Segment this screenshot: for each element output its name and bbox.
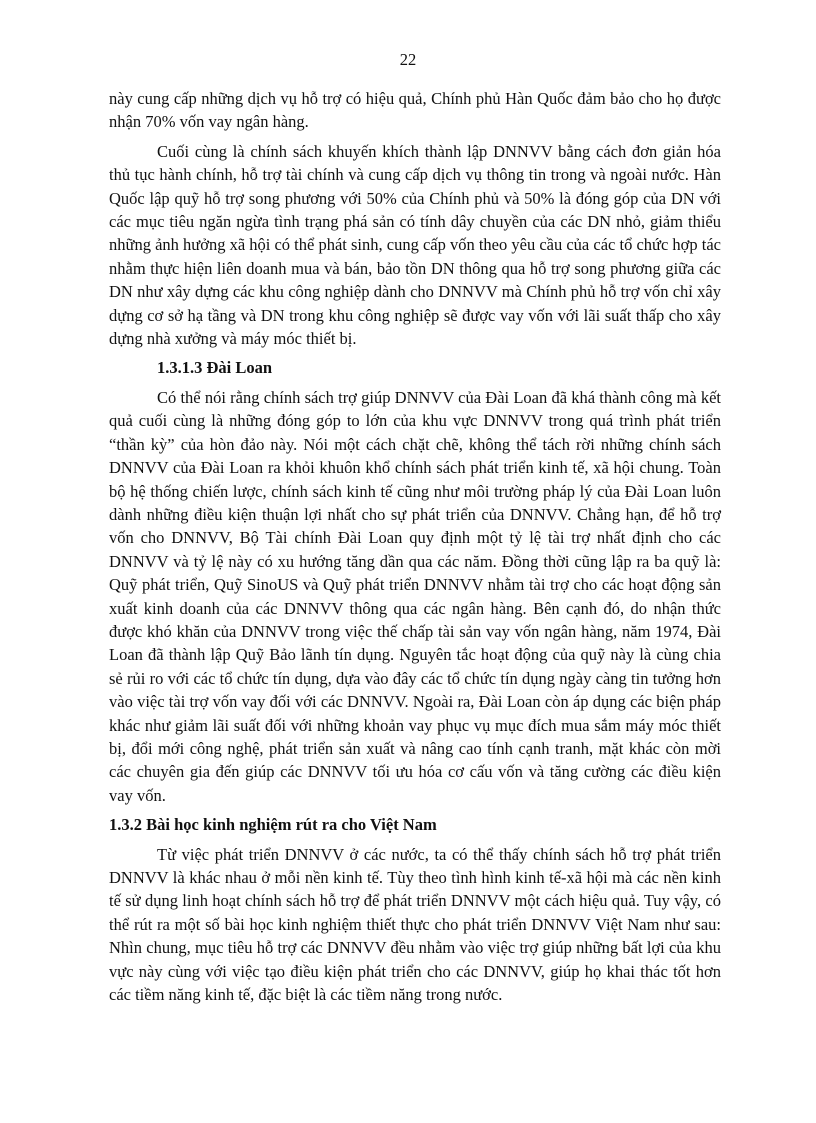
heading-taiwan: 1.3.1.3 Đài Loan bbox=[157, 358, 273, 378]
paragraph-korea-policy: Cuối cùng là chính sách khuyến khích thành lập DNNVV bằng cách đơn giản hóa thủ tục hành chính, hỗ trợ tài chính và cung cấp dịch vụ thông tin trong và ngoài nước. Hàn Quốc lập quỹ hỗ trợ song phương với 50% của Chính phủ và 50% là đóng góp của DN với các mục tiêu ngăn ngừa tình trạng phá sản có tính dây chuyền của các DN nhỏ, giảm thiểu những ảnh hưởng xã hội có thể phát sinh, cung cấp vốn theo yêu cầu của các tổ chức hợp tác nhằm thực hiện liên doanh mua và bán, bảo tồn DN thông qua hỗ trợ song phương giữa các DN như xây dựng các khu công nghiệp dành cho DNNVV mà Chính phủ hỗ trợ vốn chỉ xây dựng cơ sở hạ tầng và DN trong khu công nghiệp sẽ được vay vốn với lãi suất thấp cho xây dựng nhà xưởng và máy móc thiết bị. bbox=[109, 141, 721, 349]
paragraph-lessons: Từ việc phát triển DNNVV ở các nước, ta có thể thấy chính sách hỗ trợ phát triển DNNVV là khác nhau ở mỗi nền kinh tế. Tùy theo tình hình kinh tế-xã hội mà các nền kinh tế sử dụng linh hoạt chính sách hỗ trợ để phát triển DNNVV một cách hiệu quả. Tuy vậy, có thể rút ra một số bài học kinh nghiệm thiết thực cho phát triển DNNVV Việt Nam như sau: Nhìn chung, mục tiêu hỗ trợ các DNNVV đều nhằm vào việc trợ giúp những bất lợi của khu vực này cùng với việc tạo điều kiện phát triển cho các DNNVV, giúp họ khai thác tốt hơn các tiềm năng kinh tế, đặc biệt là các tiềm năng trong nước. bbox=[109, 844, 721, 1005]
paragraph-continued-korea: này cung cấp những dịch vụ hỗ trợ có hiệu quả, Chính phủ Hàn Quốc đảm bảo cho họ được nhận 70% vốn vay ngân hàng. bbox=[109, 89, 721, 132]
heading-lessons-vietnam: 1.3.2 Bài học kinh nghiệm rút ra cho Việt Nam bbox=[109, 815, 437, 835]
page-content bbox=[109, 87, 721, 1012]
paragraph-taiwan-policy: Có thể nói rằng chính sách trợ giúp DNNVV của Đài Loan đã khá thành công mà kết quả cuối cùng là những đóng góp to lớn của khu vực DNNVV trong quá trình phát triển “thần kỳ” của hòn đảo này. Nói một cách chặt chẽ, không thể tách rời những chính sách DNNVV của Đài Loan ra khỏi khuôn khổ chính sách phát triển kinh tế, xã hội chung. Toàn bộ hệ thống chiến lược, chính sách kinh tế cũng như môi trường pháp lý của Đài Loan luôn dành những điều kiện thuận lợi nhất cho sự phát triển của DNNVV. Chẳng hạn, để hỗ trợ vốn cho DNNVV, Bộ Tài chính Đài Loan quy định một tỷ lệ tài trợ nhất định cho các DNNVV và tỷ lệ này có xu hướng tăng dần qua các năm. Đồng thời cũng lập ra ba quỹ là: Quỹ phát triển, Quỹ SinoUS và Quỹ phát triển DNNVV nhằm tài trợ cho các hoạt động sản xuất kinh doanh của các DNNVV thông qua các ngân hàng. Bên cạnh đó, do nhận thức được khó khăn của DNNVV trong việc thế chấp tài sản vay vốn ngân hàng, năm 1974, Đài Loan đã thành lập Quỹ Bảo lãnh tín dụng. Nguyên tắc hoạt động của quỹ này là cùng chia sẻ rủi ro với các tổ chức tín dụng, dựa vào đây các tổ chức tín dụng ngày càng tin tưởng hơn vào việc tài trợ vốn vay đối với các DNNVV. Ngoài ra, Đài Loan còn áp dụng các biện pháp khác như giảm lãi suất đối với những khoản vay phục vụ mục đích mua sắm máy móc thiết bị, đổi mới công nghệ, phát triển sản xuất và nâng cao tính cạnh tranh, mặt khác còn mời các chuyên gia đến giúp các DNNVV tối ưu hóa cơ cấu vốn và tăng cường các điều kiện vay vốn. bbox=[109, 387, 721, 805]
page-number: 22 bbox=[399, 50, 417, 69]
